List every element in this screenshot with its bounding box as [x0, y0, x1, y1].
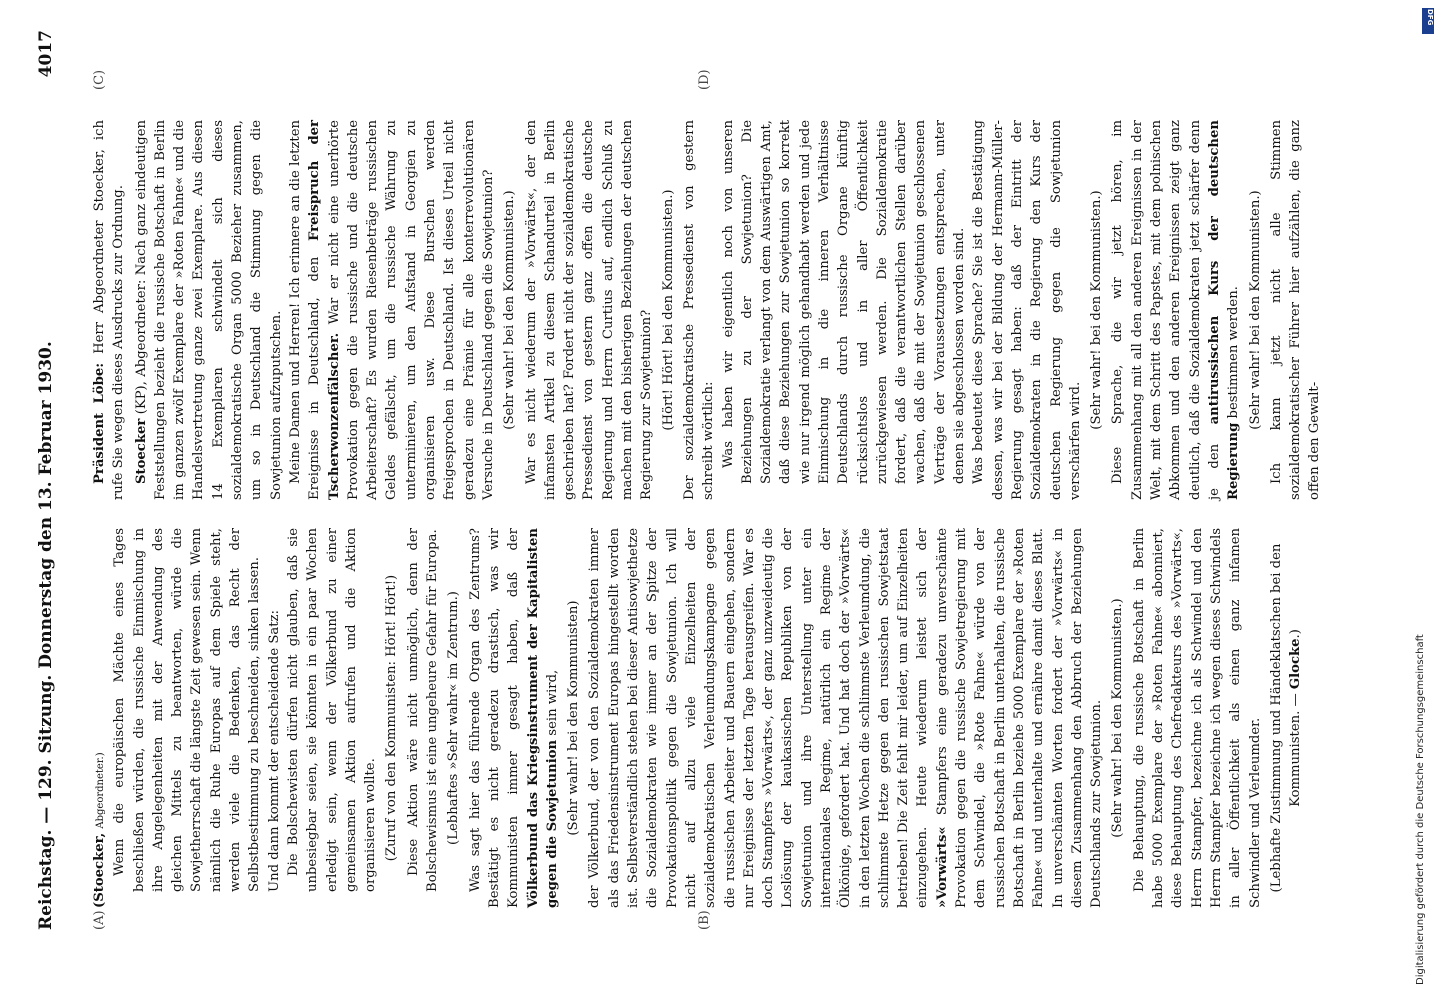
interjection: (Sehr wahr! bei den Kommunisten.) — [1089, 190, 1105, 430]
text-run: sein wird, — [544, 669, 560, 740]
emphasis-text: Völkerbund das Kriegsinstrument der Kapitalisten gegen die Sowjetunion — [525, 528, 560, 908]
margin-marker-b: (B) — [697, 910, 712, 930]
paragraph: Ich kann jetzt nicht alle Stimmen sozialdemokratischer Führer hier aufzählen, die ganz offen den Gewalt- — [1268, 120, 1323, 500]
speaker-name: Stoecker — [133, 418, 149, 484]
paragraph — [466, 528, 562, 908]
paragraph — [132, 120, 286, 500]
paragraph: Der sozialdemokratische Pressedienst von gestern schreibt wörtlich: — [681, 120, 717, 500]
text-run: bestimmen werden. — [1226, 286, 1242, 423]
speaker-name: Präsident Löbe: — [92, 362, 107, 484]
interjection: (Sehr wahr! bei den Kommunisten.) — [502, 190, 518, 430]
interjection: (Sehr wahr! bei den Kommunisten.) — [1110, 598, 1126, 838]
text-run: Herr Abgeordneter Stoecker, ich rufe Sie wegen dieses Ausdrucks zur Ordnung. — [92, 119, 127, 500]
digitization-credit: Digitalisierung gefördert durch die Deutsche Forschungsgemeinschaft — [1415, 634, 1426, 985]
quote-paragraph: Diese Aktion wäre nicht unmöglich, denn der Bolschewismus ist eine ungeheure Gefahr für Europa. — [405, 528, 441, 892]
text-run: Diese Sprache, die wir jetzt hören, im Zusammenhang mit all den anderen Ereignissen in der Welt, mit dem Schritt des Papstes, mit dem polnischen Abkommen und den anderen Ereignissen zeigt ganz deutlich, daß die Sozialdemokraten jetzt schärfer denn je den — [1110, 120, 1222, 500]
emphasis-text: Glocke — [1288, 638, 1304, 690]
paragraph — [585, 528, 1106, 908]
quote-paragraph: Was haben wir eigentlich noch von unseren Beziehungen zu der Sowjetunion? Die Sozialdemokratie verlangt von dem Auswärtigen Amt, daß diese Beziehungen zur Sowjetunion so korrekt wie nur irgend möglich gehandhabt werden und jede Einmischung in die inneren Verhältnisse Deutschlands durch russische Organe künftig rücksichtslos und in aller Öffentlichkeit zurückgewiesen werden. Die Sozialdemokratie fordert, daß die verantwortlichen Stellen darüber wachen, daß die mit der Sowjetunion geschlossenen Verträge der Voraussetzungen entsprechen, unter denen sie abgeschlossen worden sind. — [720, 120, 968, 484]
text-run: Was sagt hier das führende Organ des Zentrums? Bestätigt es nicht geradezu drastisch, was wir Kommunisten immer gesagt haben, daß der — [467, 528, 522, 908]
interjection — [1267, 528, 1306, 908]
emphasis-text: »Vorwärts« — [934, 826, 950, 908]
dfg-logo-text: DFG — [1426, 9, 1434, 26]
paragraph — [1108, 120, 1243, 500]
dfg-logo — [1422, 8, 1434, 34]
paragraph: Die Behauptung, die russische Botschaft in Berlin habe 5000 Exemplare der »Roten Fahne« abonniert, diese Behauptung des Chefredakteurs des »Vorwärts«, Herrn Stampfer, bezeichne ich als Schwindel und den Herrn Stampfer bezeichne ich wegen dieses Schwindels in aller Öffentlichkeit als einen ganz infamen Schwindler und Verleumder. — [1131, 528, 1263, 908]
interjection: (Sehr wahr! bei den Kommunisten) — [566, 600, 582, 836]
paragraph: Und dann kommt der entscheidende Satz: — [266, 610, 282, 892]
interjection: (Hört! Hört! bei den Kommunisten.) — [660, 189, 676, 431]
text-run: der Völkerbund, der von den Sozialdemokraten immer als das Friedensinstrument Europas hingestellt worden ist. Selbstverständlich stehen bei dieser Antisowjethetze die Sozialdemokraten wie immer an der Spitze der Provokationspolitik gegen die Sowjetunion. Ich will nicht auf allzu viele Einzelheiten der sozialdemokratischen Verleumdungskampagne gegen die russischen Arbeiter und Bauern eingehen, sondern nur Ereignisse der letzten Tage herausgreifen. War es doch Stampfers »Vorwärts«, der ganz unzweideutig die Loslösung der kaukasischen Republiken von der Sowjetunion und ihre Unterstellung unter ein internationales Regime, natürlich ein Regime der Ölkönige, gefordert hat. Und hat doch der »Vorwärts« in den letzten Wochen die schlimmste Verleumdung, die schlimmste Hetze gegen den russischen Sowjetstaat betrieben! Die Zeit fehlt mir leider, um auf Einzelheiten einzugehen. Heute wiederum leistet sich der — [587, 528, 931, 908]
quote-paragraph: Die Bolschewisten dürfen nicht glauben, daß sie unbesiegbar seien, sie könnten in ein paar Wochen erledigt sein, wenn der Völkerbund zu einer gemeinsamen Aktion aufrufen und die Aktion organisieren wollte. — [285, 528, 379, 892]
header-title: Reichstag. — 129. Sitzung. Donnerstag den 13. Februar 1930. — [36, 341, 56, 930]
speaker-line — [90, 528, 110, 908]
text-run: Meine Damen und Herren! Ich erinnere an die letzten Ereignisse in Deutschland, den — [287, 120, 323, 500]
text-column-left — [90, 528, 1307, 908]
interjection: (Zuruf von den Kommunisten: Hört! Hört!) — [384, 574, 400, 862]
margin-marker-a: (A) — [92, 910, 107, 930]
page-number: 4017 — [36, 30, 56, 78]
text-run: .) — [1288, 629, 1304, 639]
interjection: (Sehr wahr! bei den Kommunisten.) — [1247, 190, 1263, 430]
text-run: War er nicht eine unerhörte Provokation gegen die russische und die deutsche Arbeiterschaft? Es wurden Riesenbeträge russischen Geldes gefälscht, um die russische Währung zu unterminieren, um den Aufstand in Georgien zu organisieren usw. Diese Burschen werden freigesprochen in Deutschland. Ist dieses Urteil nicht geradezu eine Prämie für alle konterrevolutionären Versuche in Deutschland gegen die Sowjetunion? — [326, 120, 496, 500]
paragraph — [90, 120, 129, 500]
paragraph: War es nicht wiederum der »Vorwärts«, der den infamsten Artikel zu diesem Schandurteil in Berlin geschrieben hat? Fordert nicht der sozialdemokratische Pressedienst von gestern ganz offen die deutsche Regierung und Herrn Curtius auf, endlich Schluß zu machen mit den bisherigen Beziehungen der deutschen Regierung zur Sowjetunion? — [523, 120, 655, 500]
speaker-role: Abgeordneter.) — [95, 752, 106, 829]
margin-marker-d: (D) — [697, 69, 712, 90]
paragraph — [286, 120, 498, 500]
emphasis-text: antirussischen Kurs der deutschen Regierung — [1206, 120, 1242, 500]
interjection: (Lebhaftes »Sehr wahr« im Zentrum.) — [446, 591, 462, 845]
text-run: (Lebhafte Zustimmung und Händeklatschen bei den Kommunisten. — — [1268, 543, 1304, 893]
quote-paragraph: Wenn die europäischen Mächte eines Tages beschließen würden, die russische Einmischung in ihre Angelegenheiten mit der Anwendung des gleichen Mittels zu beantworten, würde die Sowjetherrschaft die längste Zeit gewesen sein. Wenn nämlich die Ruhe Europas auf dem Spiele steht, werden viele die Bedenken, das Recht der Selbstbestimmung zu beschneiden, sinken lassen. — [112, 528, 263, 892]
text-column-right — [90, 120, 1325, 500]
text-run: (KP), Abgeordneter: Nach ganz eindeutigen Feststellungen bezieht die russische Botschaft in Berlin im ganzen zwölf Exemplare der »Roten Fahne« und die Handelsvertretung ganze zwei Exemplare. Aus diesen 14 Exemplaren schwindelt sich dieses sozialdemokratische Organ 5000 Bezieher zusammen, um so in Deutschland die Stimmung gegen die Sowjetunion aufzuputschen. — [133, 120, 284, 500]
emphasis-text: Freispruch der Tscherwonzenfälscher. — [307, 119, 342, 500]
page-header — [36, 30, 66, 930]
paragraph: Was bedeutet diese Sprache? Sie ist die Bestätigung dessen, was wir bei der Bildung der Hermann-Müller-Regierung gesagt haben: daß der Eintritt der Sozialdemokraten in die Regierung den Kurs der deutschen Regierung gegen die Sowjetunion verschärfen wird. — [971, 120, 1083, 500]
speaker-name: (Stoecker, — [92, 832, 107, 908]
text-run: Stampfers eine geradezu unverschämte Provokation gegen die russische Sowjetregierung mit dem Schwindel, die »Rote Fahne« würde von der russischen Botschaft in Berlin unterhalten, die russische Botschaft in Berlin beziehe 5000 Exemplare der »Roten Fahne« und unterhalte und ernähre damit dieses Blatt. In unverschämten Worten fordert der »Vorwärts« in diesem Zusammenhang den Abbruch der Beziehungen Deutschlands zur Sowjetunion. — [934, 528, 1105, 908]
margin-marker-c: (C) — [92, 69, 107, 90]
